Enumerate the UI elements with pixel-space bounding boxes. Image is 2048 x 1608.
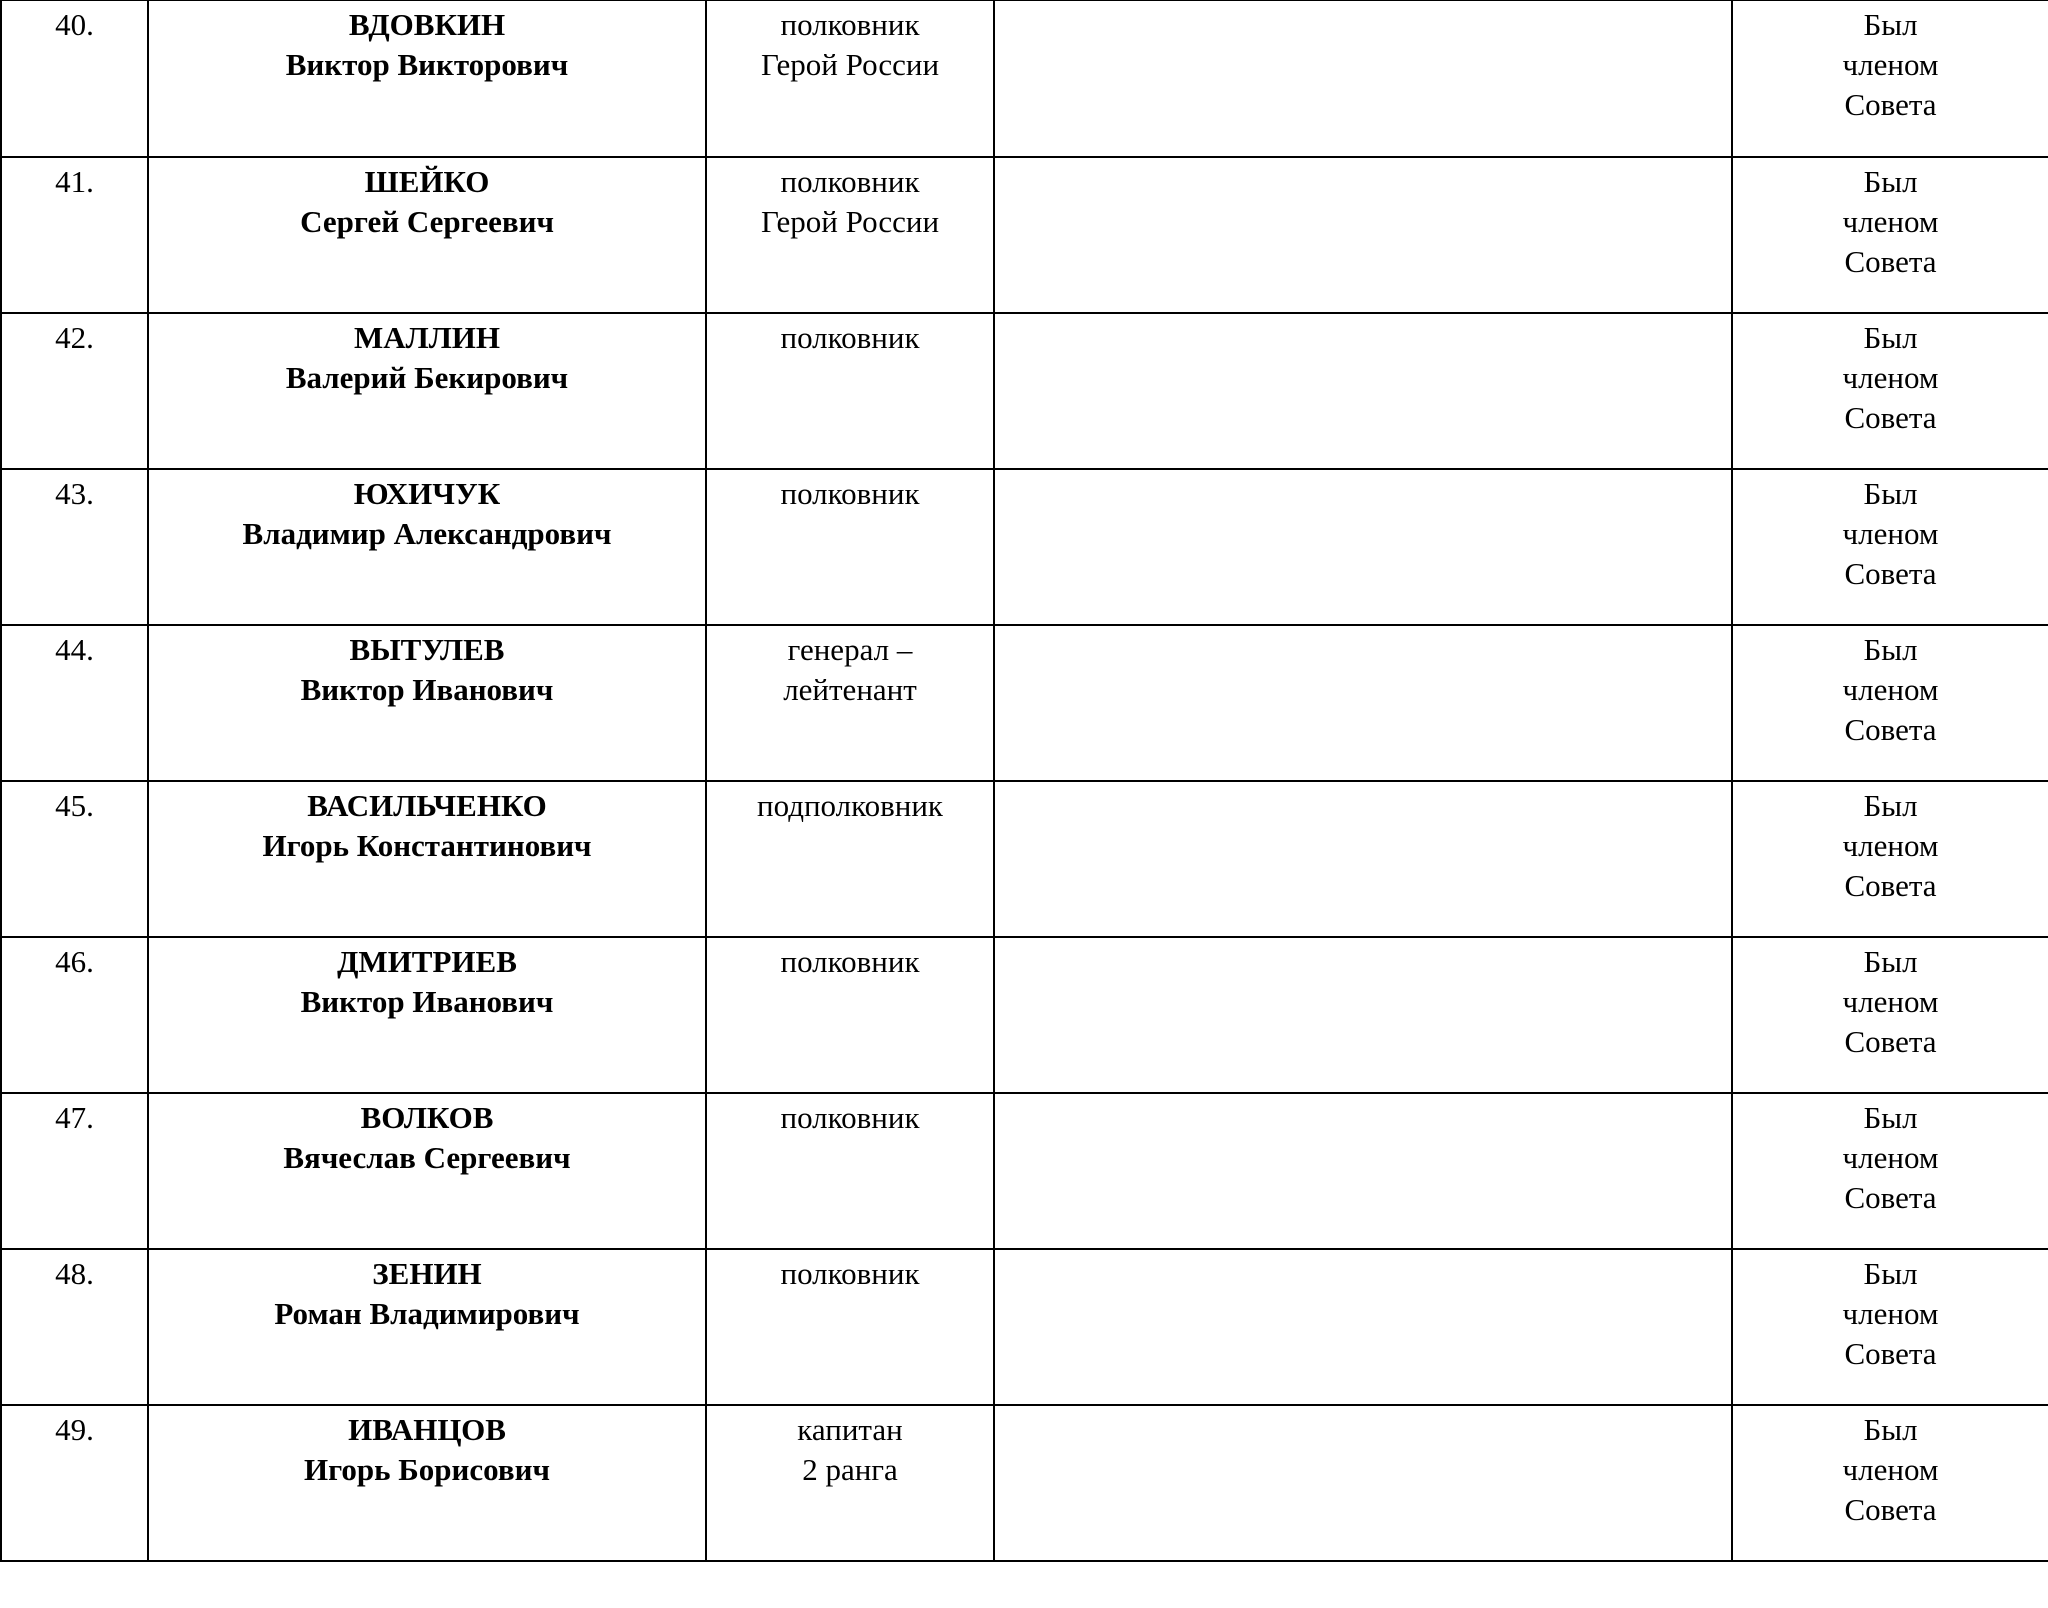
member-notes-cell	[994, 781, 1732, 937]
member-status-cell	[1732, 1, 2048, 157]
member-rank-line: Герой России	[760, 47, 940, 82]
member-notes-cell	[994, 469, 1732, 625]
row-number: 49.	[55, 1411, 94, 1447]
member-rank-cell	[706, 1, 994, 157]
member-given-names: Игорь Борисович	[304, 1451, 550, 1487]
member-rank-line: капитан	[797, 1411, 903, 1447]
table-row	[1, 469, 2048, 625]
row-number-cell	[1, 469, 148, 625]
member-status-line: членом	[1842, 1451, 1939, 1487]
row-number-cell	[1, 1249, 148, 1405]
member-status-line: Был	[1863, 7, 1918, 42]
member-status-line: Был	[1863, 631, 1918, 667]
table-row	[1, 625, 2048, 781]
member-surname: ИВАНЦОВ	[348, 1411, 506, 1447]
member-status-line: Совета	[1844, 1491, 1937, 1527]
member-status-line: Совета	[1844, 1023, 1937, 1059]
member-status-line: Был	[1863, 943, 1918, 979]
table-row	[1, 781, 2048, 937]
row-number-cell	[1, 1, 148, 157]
member-rank-line: полковник	[780, 163, 920, 199]
row-number: 45.	[55, 787, 94, 823]
member-status-line: членом	[1842, 47, 1939, 82]
member-name-cell	[148, 313, 706, 469]
member-notes-cell	[994, 1249, 1732, 1405]
member-rank-cell	[706, 781, 994, 937]
member-surname: МАЛЛИН	[353, 319, 501, 355]
member-status-line: членом	[1842, 203, 1939, 239]
row-number-cell	[1, 313, 148, 469]
member-status-line: Совета	[1844, 243, 1937, 279]
member-status-line: членом	[1842, 359, 1939, 395]
member-status-line: членом	[1842, 1139, 1939, 1175]
member-status-line: Совета	[1844, 867, 1937, 903]
member-given-names: Сергей Сергеевич	[300, 203, 554, 239]
member-rank-line: Герой России	[760, 203, 940, 239]
member-status-line: Был	[1863, 163, 1918, 199]
member-rank-cell	[706, 157, 994, 313]
member-notes-cell	[994, 1405, 1732, 1561]
member-surname: ЗЕНИН	[372, 1255, 482, 1291]
member-status-cell	[1732, 1249, 2048, 1405]
member-rank-cell	[706, 1249, 994, 1405]
member-status-line: Совета	[1844, 87, 1937, 122]
member-rank-line: полковник	[780, 475, 920, 511]
member-status-line: членом	[1842, 515, 1939, 551]
member-name-cell	[148, 1405, 706, 1561]
member-rank-cell	[706, 1093, 994, 1249]
row-number: 47.	[55, 1099, 94, 1135]
member-status-line: членом	[1842, 1295, 1939, 1331]
member-rank-line: полковник	[780, 1255, 920, 1291]
member-status-cell	[1732, 625, 2048, 781]
table-row	[1, 157, 2048, 313]
member-rank-line: полковник	[780, 7, 920, 42]
row-number-cell	[1, 937, 148, 1093]
member-given-names: Вячеслав Сергеевич	[283, 1139, 571, 1175]
row-number: 43.	[55, 475, 94, 511]
member-given-names: Виктор Иванович	[300, 983, 554, 1019]
member-status-line: Был	[1863, 787, 1918, 823]
member-status-cell	[1732, 781, 2048, 937]
row-number: 40.	[55, 7, 94, 42]
member-name-cell	[148, 625, 706, 781]
member-rank-line: подполковник	[757, 787, 943, 823]
member-notes-cell	[994, 1093, 1732, 1249]
row-number-cell	[1, 1093, 148, 1249]
table-row	[1, 313, 2048, 469]
member-status-cell	[1732, 937, 2048, 1093]
member-status-cell	[1732, 1093, 2048, 1249]
member-notes-cell	[994, 937, 1732, 1093]
row-number: 44.	[55, 631, 94, 667]
member-surname: ДМИТРИЕВ	[337, 943, 517, 979]
member-status-line: Совета	[1844, 711, 1937, 747]
table-row	[1, 1405, 2048, 1561]
member-rank-line: генерал –	[787, 631, 913, 667]
member-notes-cell	[994, 625, 1732, 781]
member-status-line: Был	[1863, 1411, 1918, 1447]
member-notes-cell	[994, 157, 1732, 313]
row-number-cell	[1, 1405, 148, 1561]
member-status-line: Совета	[1844, 1335, 1937, 1371]
member-surname: ВОЛКОВ	[360, 1099, 494, 1135]
member-given-names: Роман Владимирович	[274, 1295, 580, 1331]
row-number: 48.	[55, 1255, 94, 1291]
member-surname: ЮХИЧУК	[353, 475, 501, 511]
member-rank-cell	[706, 469, 994, 625]
member-status-line: членом	[1842, 827, 1939, 863]
row-number-cell	[1, 781, 148, 937]
member-surname: ВДОВКИН	[348, 7, 506, 42]
member-rank-line: 2 ранга	[802, 1451, 898, 1487]
member-rank-cell	[706, 937, 994, 1093]
row-number-cell	[1, 625, 148, 781]
member-status-line: Был	[1863, 1099, 1918, 1135]
member-status-line: Был	[1863, 1255, 1918, 1291]
member-rank-line: полковник	[780, 1099, 920, 1135]
table-row	[1, 1, 2048, 157]
row-number: 42.	[55, 319, 94, 355]
member-name-cell	[148, 1093, 706, 1249]
member-name-cell	[148, 1, 706, 157]
member-status-cell	[1732, 469, 2048, 625]
table-row	[1, 937, 2048, 1093]
member-name-cell	[148, 469, 706, 625]
member-status-cell	[1732, 1405, 2048, 1561]
member-rank-cell	[706, 313, 994, 469]
member-status-line: Был	[1863, 319, 1918, 355]
row-number-cell	[1, 157, 148, 313]
member-given-names: Виктор Иванович	[300, 671, 554, 707]
member-given-names: Владимир Александрович	[242, 515, 612, 551]
member-status-cell	[1732, 157, 2048, 313]
member-surname: ШЕЙКО	[364, 163, 490, 199]
member-rank-line: лейтенант	[783, 671, 917, 707]
member-given-names: Виктор Викторович	[285, 47, 569, 82]
member-rank-cell	[706, 625, 994, 781]
member-status-line: Совета	[1844, 1179, 1937, 1215]
member-notes-cell	[994, 313, 1732, 469]
member-name-cell	[148, 1249, 706, 1405]
row-number: 46.	[55, 943, 94, 979]
member-name-cell	[148, 781, 706, 937]
member-status-cell	[1732, 313, 2048, 469]
member-status-line: Совета	[1844, 399, 1937, 435]
member-status-line: Совета	[1844, 555, 1937, 591]
member-rank-line: полковник	[780, 943, 920, 979]
member-surname: ВЫТУЛЕВ	[349, 631, 505, 667]
member-rank-line: полковник	[780, 319, 920, 355]
member-name-cell	[148, 937, 706, 1093]
member-surname: ВАСИЛЬЧЕНКО	[307, 787, 547, 823]
row-number: 41.	[55, 163, 94, 199]
member-notes-cell	[994, 1, 1732, 157]
member-status-line: членом	[1842, 983, 1939, 1019]
member-given-names: Игорь Константинович	[262, 827, 592, 863]
member-status-line: членом	[1842, 671, 1939, 707]
table-row	[1, 1249, 2048, 1405]
members-table-body	[1, 1, 2048, 1561]
table-row	[1, 1093, 2048, 1249]
member-status-line: Был	[1863, 475, 1918, 511]
member-given-names: Валерий Бекирович	[285, 359, 569, 395]
member-name-cell	[148, 157, 706, 313]
member-rank-cell	[706, 1405, 994, 1561]
